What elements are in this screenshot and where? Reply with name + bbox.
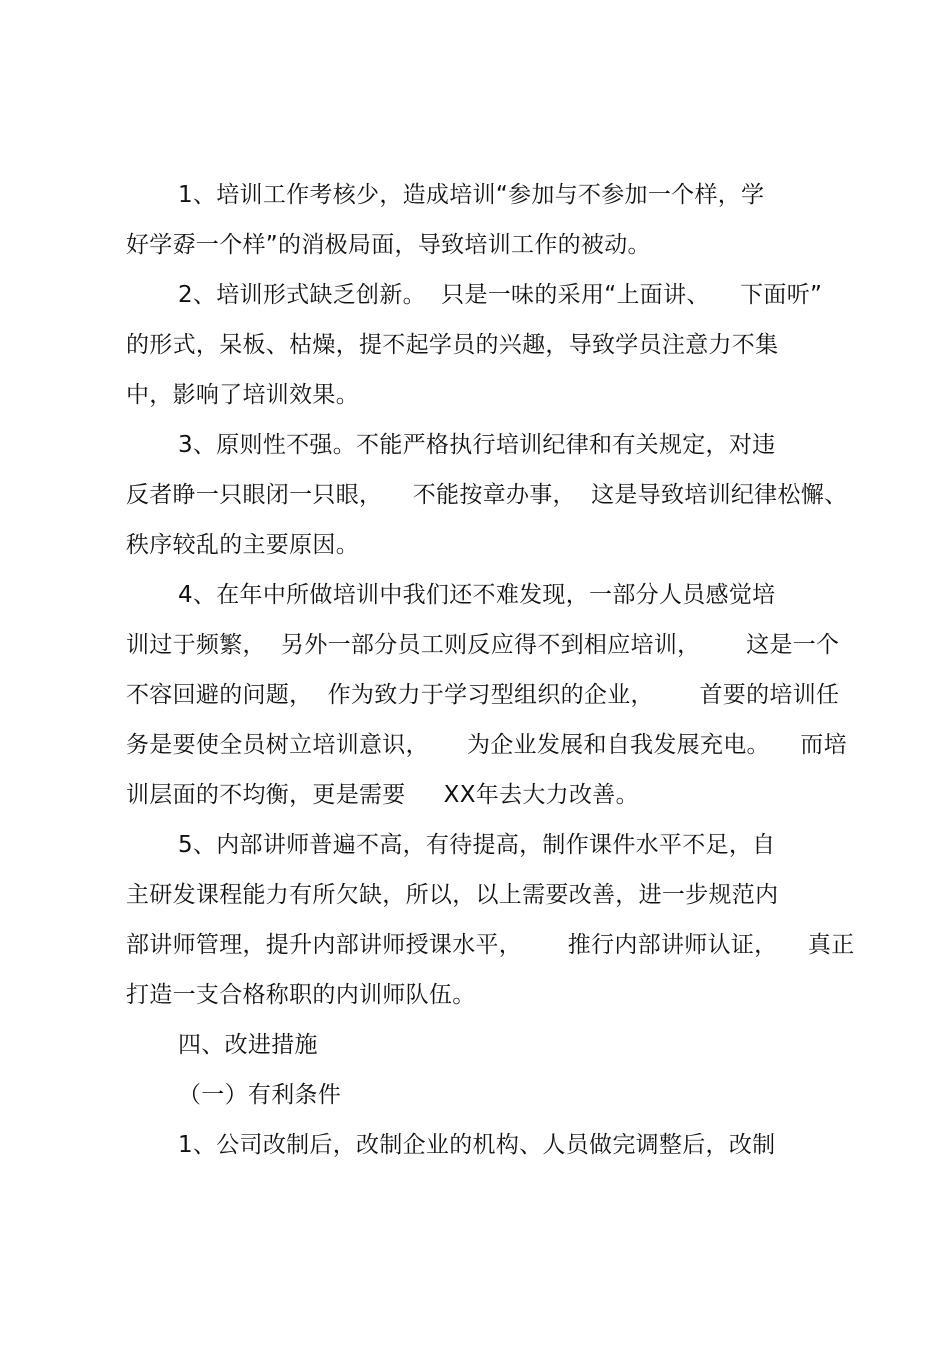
text-line: 训层面的不均衡，更是需要 XX年去大力改善。 bbox=[126, 782, 639, 808]
text-line: 中，影响了培训效果。 bbox=[126, 382, 359, 408]
text-line: 秩序较乱的主要原因。 bbox=[126, 532, 359, 558]
text-line: 3、原则性不强。不能严格执行培训纪律和有关规定，对违 bbox=[178, 432, 776, 458]
text-line: 2、培训形式缺乏创新。 只是一味的采用“上面讲、 下面听” bbox=[178, 282, 823, 308]
section-heading: 四、改进措施 bbox=[178, 1032, 318, 1058]
subsection-heading: （一）有利条件 bbox=[178, 1082, 342, 1108]
text-line: 部讲师管理，提升内部讲师授课水平， 推行内部讲师认证， 真正 bbox=[126, 932, 855, 958]
text-line: 1、培训工作考核少，造成培训“参加与不参加一个样，学 bbox=[178, 182, 765, 208]
text-line: 5、内部讲师普遍不高，有待提高，制作课件水平不足，自 bbox=[178, 832, 776, 858]
text-line: 反者睁一只眼闭一只眼， 不能按章办事， 这是导致培训纪律松懈、 bbox=[126, 482, 848, 508]
text-line: 不容回避的问题， 作为致力于学习型组织的企业， 首要的培训任 bbox=[126, 682, 840, 708]
text-line: 好学孬一个样”的消极局面，导致培训工作的被动。 bbox=[126, 232, 651, 258]
text-line: 务是要使全员树立培训意识， 为企业发展和自我发展充电。 而培 bbox=[126, 732, 847, 758]
text-line: 1、公司改制后，改制企业的机构、人员做完调整后，改制 bbox=[178, 1132, 776, 1158]
text-line: 打造一支合格称职的内训师队伍。 bbox=[126, 982, 476, 1008]
text-line: 训过于频繁， 另外一部分员工则反应得不到相应培训， 这是一个 bbox=[126, 632, 840, 658]
text-line: 的形式，呆板、枯燥，提不起学员的兴趣，导致学员注意力不集 bbox=[126, 332, 779, 358]
text-line: 主研发课程能力有所欠缺，所以，以上需要改善，进一步规范内 bbox=[126, 882, 779, 908]
text-line: 4、在年中所做培训中我们还不难发现，一部分人员感觉培 bbox=[178, 582, 776, 608]
